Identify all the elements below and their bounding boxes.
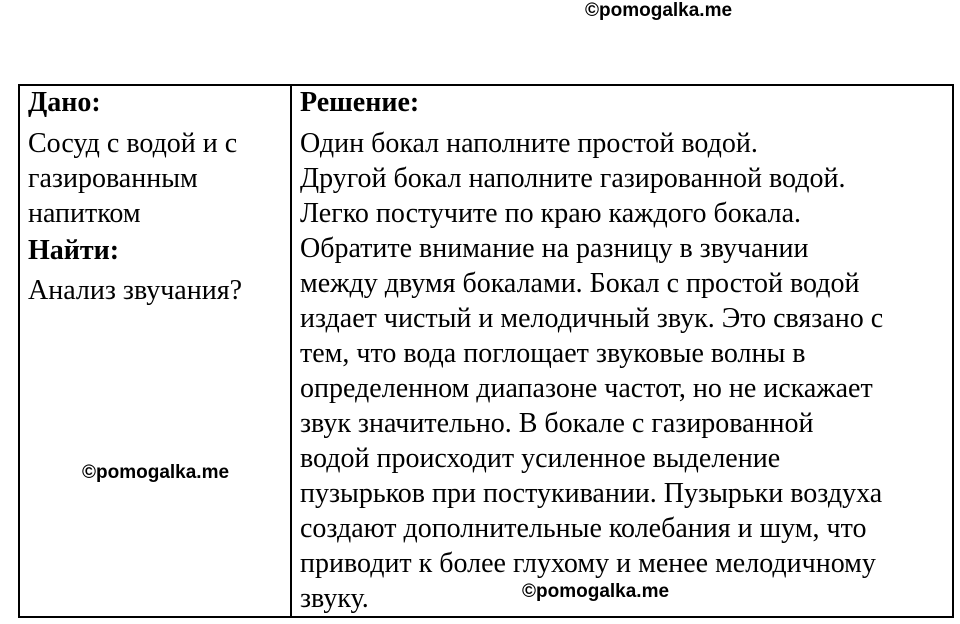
given-text <box>28 126 286 231</box>
solution-line: пузырьков при постукивании. Пузырьки воздуха <box>300 478 883 509</box>
find-heading: Найти: <box>28 235 120 266</box>
solution-line: между двумя бокалами. Бокал с простой водой <box>300 268 860 299</box>
solution-line: издает чистый и мелодичный звук. Это связано с <box>300 303 884 334</box>
solution-line: Один бокал наполните простой водой. <box>300 128 758 159</box>
given-column <box>28 86 286 308</box>
given-line: газированным <box>28 163 198 194</box>
watermark-left: ©pomogalka.me <box>82 462 230 483</box>
solution-line: приводит к более глухому и менее мелодичному <box>300 548 876 579</box>
solution-line: тем, что вода поглощает звуковые волны в <box>300 338 806 369</box>
column-divider <box>290 86 292 616</box>
solution-line: звук значительно. В бокале с газированной <box>300 408 814 439</box>
given-heading: Дано: <box>28 87 101 118</box>
solution-line: Обратите внимание на разницу в звучании <box>300 233 809 264</box>
solution-line: создают дополнительные колебания и шум, что <box>300 513 867 544</box>
given-line: Сосуд с водой и с <box>28 128 238 159</box>
solution-line: водой происходит усиленное выделение <box>300 443 781 474</box>
solution-heading: Решение: <box>300 87 420 118</box>
solution-line: Легко постучите по краю каждого бокала. <box>300 198 802 229</box>
solution-line: определенном диапазоне частот, но не искажает <box>300 373 873 404</box>
task-table <box>18 84 954 618</box>
watermark-top: ©pomogalka.me <box>585 0 733 21</box>
solution-text <box>300 126 950 616</box>
given-line: напитком <box>28 198 141 229</box>
find-text: Анализ звучания? <box>28 275 243 306</box>
solution-column <box>300 86 950 616</box>
solution-line: звуку. <box>300 583 369 614</box>
solution-line: Другой бокал наполните газированной водой. <box>300 163 846 194</box>
watermark-bottom: ©pomogalka.me <box>522 581 670 602</box>
